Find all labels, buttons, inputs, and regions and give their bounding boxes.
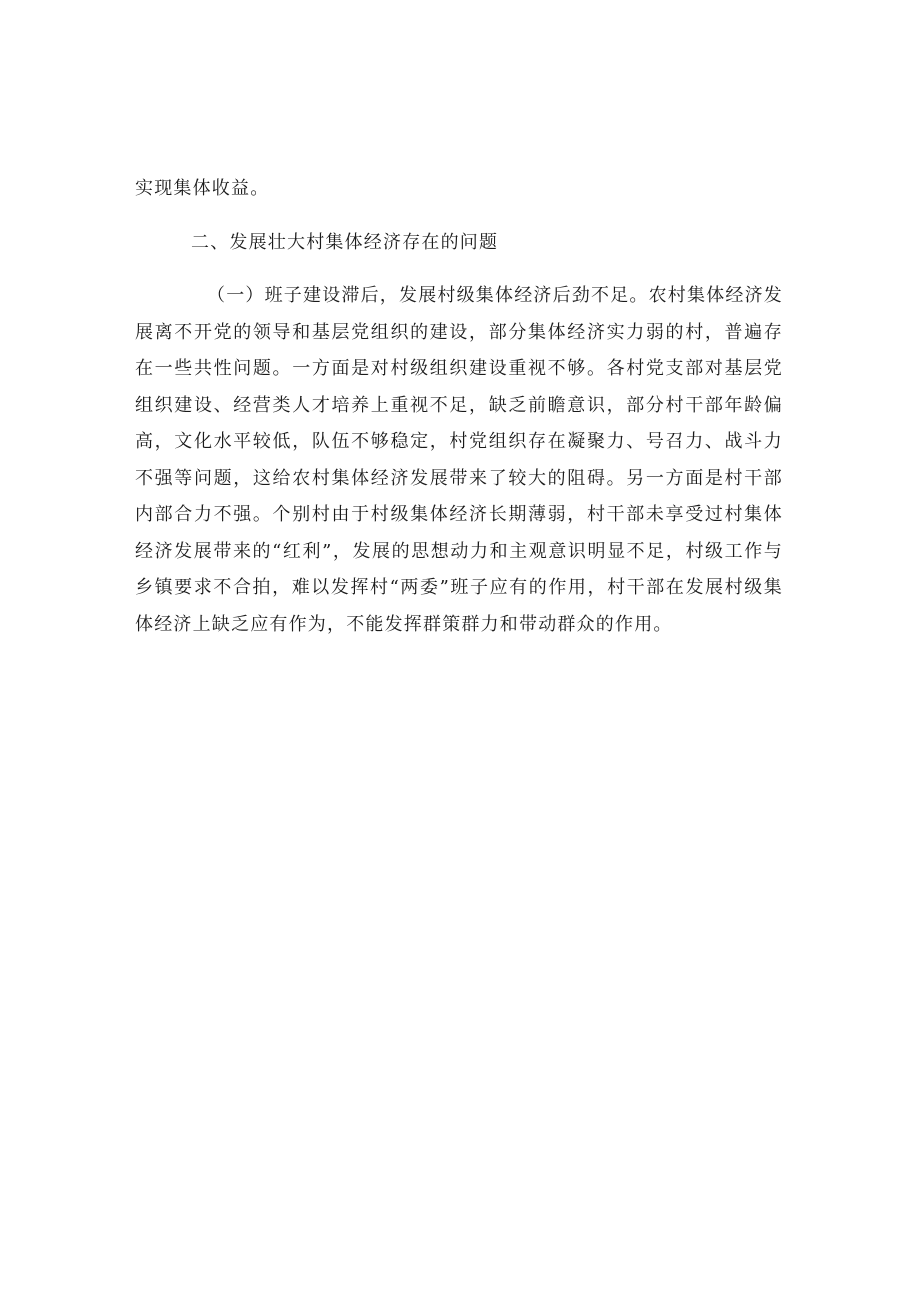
body-paragraph: （一）班子建设滞后，发展村级集体经济后劲不足。农村集体经济发展离不开党的领导和基层党组织的建设，部分集体经济实力弱的村，普遍存在一些共性问题。一方面是对村级组织建设重视不够。各村党支部对基层党组织建设、经营类人才培养上重视不足，缺乏前瞻意识，部分村干部年龄偏高，文化水平较低，队伍不够稳定，村党组织存在凝聚力、号召力、战斗力不强等问题，这给农村集体经济发展带来了较大的阻碍。另一方面是村干部内部合力不强。个别村由于村级集体经济长期薄弱，村干部未享受过村集体经济发展带来的“红利”，发展的思想动力和主观意识明显不足，村级工作与乡镇要求不合拍，难以发挥村“两委”班子应有的作用，村干部在发展村级集体经济上缺乏应有作为，不能发挥群策群力和带动群众的作用。 — [135, 285, 783, 635]
section-heading: 二、发展壮大村集体经济存在的问题 — [191, 231, 499, 253]
continuation-text: 实现集体收益。 — [135, 178, 270, 199]
document-body — [135, 171, 783, 643]
